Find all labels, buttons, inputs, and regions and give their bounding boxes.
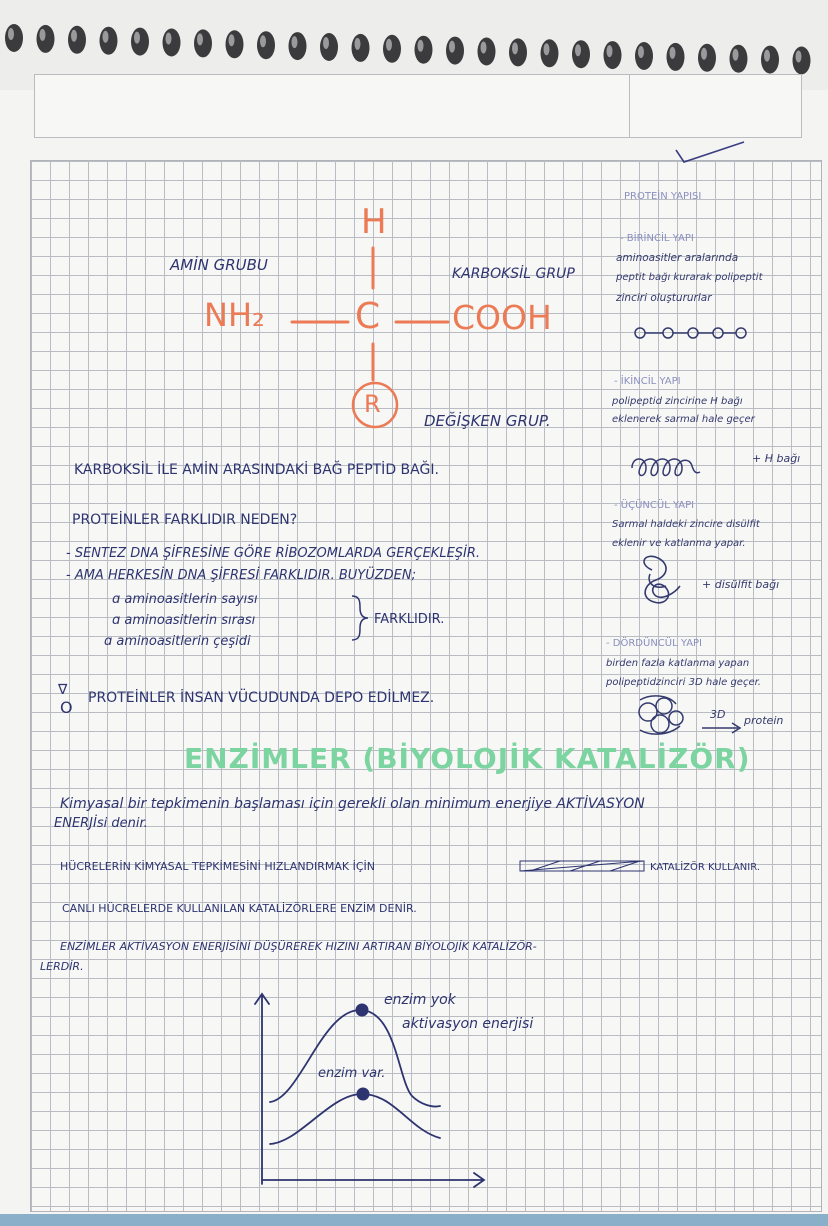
enzim-line-3b: KATALİZÖR KULLANIR. [650,862,761,873]
graph-x-axis [262,1173,484,1187]
enzim-line-4: CANLI HÜCRELERDE KULLANILAN KATALİZÖRLERE ENZİM DENİR. [62,902,417,915]
ucuncul-heading: - ÜÇÜNCÜL YAPI [614,500,695,511]
ikincil-line-1: polipeptid zincirine H bağı [612,396,743,407]
peak-no-enzyme [356,1004,369,1017]
protein-yapisi-title: PROTEİN YAPISI [624,191,702,202]
degisken-label: DEĞİŞKEN GRUP. [424,412,551,430]
group-r: R [364,390,381,418]
tertiary-fold-drawing [644,556,680,602]
atom-nh2: NH₂ [204,296,265,334]
atom-h: H [361,202,387,242]
ucuncul-line-2: eklenir ve katlanma yapar. [612,538,746,549]
dorduncul-protein: protein [744,714,784,727]
ikincil-line-2: eklenerek sarmal hale geçer [612,414,755,425]
birincil-line-2: peptit bağı kurarak polipeptit [616,272,763,283]
enzim-line-2: ENERJİsi denir. [54,816,148,831]
birincil-line-1: aminoasitler aralarında [616,252,739,264]
ucuncul-label: + disülfit bağı [702,578,780,591]
arrow-3d [702,723,740,733]
graph-label-aktivasyon: aktivasyon enerjisi [402,1016,534,1032]
enzim-line-5: ENZİMLER AKTİVASYON ENERJİSİNİ DÜŞÜREREK HIZINI ARTIRAN BİYOLOJİK KATALİZÖR- [60,940,537,953]
question-note: PROTEİNLER FARKLIDIR NEDEN? [72,512,298,528]
ikincil-heading: - İKİNCİL YAPI [614,376,681,387]
dorduncul-3d: 3D [710,708,726,721]
helix-drawing [632,459,700,476]
group-cooh: COOH [452,298,552,337]
enzim-title: ENZİMLER (BİYOLOJİK KATALİZÖR) [184,742,751,775]
sentez-note: - SENTEZ DNA ŞİFRESİNE GÖRE RİBOZOMLARDA GERÇEKLEŞİR. [66,546,481,561]
dorduncul-line-1: birden fazla katlanma yapan [606,658,750,669]
enzim-line-1: Kimyasal bir tepkimenin başlaması için gerekli olan minimum enerjiye AKTİVASYON [60,796,645,812]
peak-enzyme [357,1088,370,1101]
list-item-cesidi: ɑ aminoasitlerin çeşidi [104,634,251,649]
karboksil-label: KARBOKSİL GRUP [452,266,575,282]
curve-enzyme [270,1094,440,1144]
atom-c: C [355,296,381,337]
graph-label-enzim-var: enzim var. [318,1066,386,1081]
enzim-line-3a: HÜCRELERİN KİMYASAL TEPKİMESİNİ HIZLANDIRMAK İÇİN [60,860,376,873]
graph-label-enzim-yok: enzim yok [384,992,456,1008]
depo-note: PROTEİNLER İNSAN VÜCUDUNDA DEPO EDİLMEZ. [88,690,435,706]
brace [352,596,368,640]
list-item-sayisi: ɑ aminoasitlerin sayısı [112,592,258,607]
warning-symbol-sub: O [60,698,73,717]
birincil-line-3: zinciri oluştururlar [616,292,712,304]
warning-symbol-icon: ∇ [58,682,68,698]
ama-note: - AMA HERKESİN DNA ŞİFRESİ FARKLIDIR. BUYÜZDEN; [66,568,416,583]
enzim-line-6: LERDİR. [40,960,84,973]
amin-label: AMİN GRUBU [170,256,268,274]
birincil-heading: - BİRİNCİL YAPI [620,233,694,244]
list-item-sirasi: ɑ aminoasitlerin sırası [112,613,256,628]
peptid-bag-note: KARBOKSİL İLE AMİN ARASINDAKİ BAĞ PEPTİD BAĞI. [74,462,439,478]
graph-y-axis [255,994,269,1184]
checkmark-icon [676,142,744,162]
dorduncul-heading: - DÖRDÜNCÜL YAPI [606,638,703,649]
farklidir-label: FARKLIDIR. [374,612,445,627]
ikincil-label: + H bağı [752,452,801,465]
ucuncul-line-1: Sarmal haldeki zincire disülfit [612,519,760,530]
quaternary-blob-drawing [639,696,683,734]
dorduncul-line-2: polipeptidzinciri 3D hale geçer. [606,677,761,688]
